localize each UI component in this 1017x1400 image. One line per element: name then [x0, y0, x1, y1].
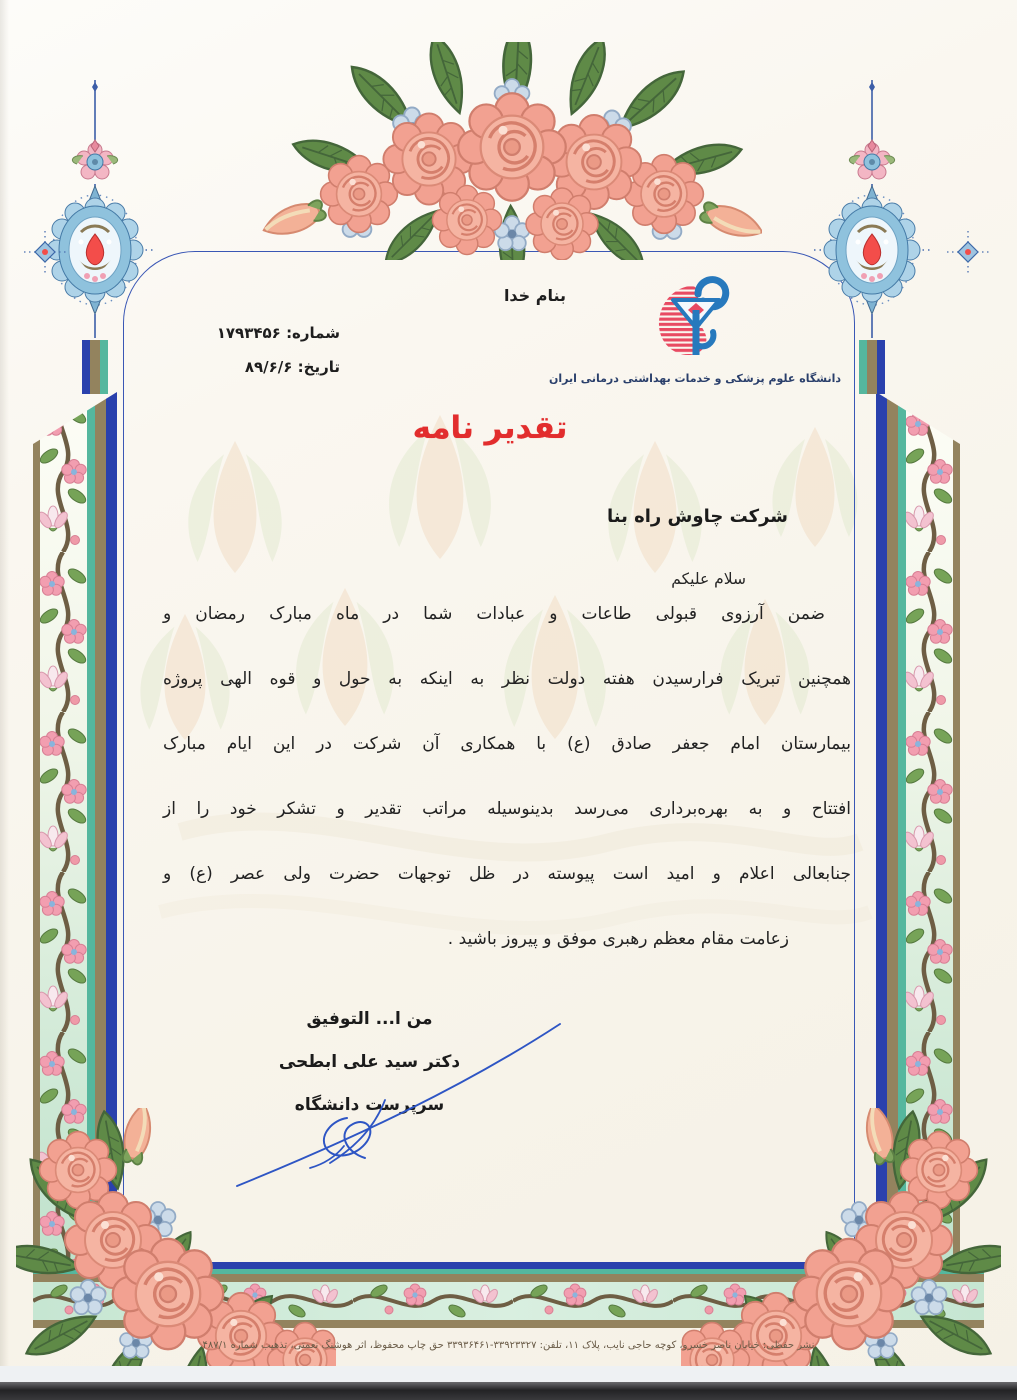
letter-number	[200, 316, 340, 350]
left-diamond-ornament	[22, 229, 68, 275]
right-hanging-ornament	[812, 80, 932, 338]
date-label: تاریخ:	[297, 358, 340, 376]
signatory-role: سرپرست دانشگاه	[294, 1095, 445, 1115]
letter-date	[200, 350, 340, 384]
scan-edge-shadow	[0, 0, 9, 1400]
right-ornament-cap	[859, 340, 885, 394]
body-line: ضمن آرزوی قبولی طاعات و عبادات شما در ماه مبارک رمضان و	[163, 604, 825, 624]
body-line: جنابعالی اعلام و امید است پیوسته در ظل توجهات حضرت ولی عصر (ع) و	[163, 864, 851, 884]
university-name: دانشگاه علوم پزشکی و خدمات بهداشتی درمانی ایران	[549, 372, 841, 385]
body-line: افتتاح و به بهره‌برداری می‌رسد بدینوسیله مراتب تقدیر و تشکر خود را از	[163, 799, 851, 819]
salutation: سلام علیکم	[671, 570, 746, 588]
left-hanging-ornament	[35, 80, 155, 338]
certificate-title: تقدیر نامه	[412, 410, 568, 446]
scan-strip	[0, 1366, 1017, 1382]
body-line: بیمارستان امام جعفر صادق (ع) با همکاری آن شرکت در این ایام مبارک	[163, 734, 851, 754]
number-value: ۱۷۹۳۴۵۶	[216, 324, 281, 342]
right-diamond-ornament	[945, 229, 991, 275]
bismillah: بنام خدا	[503, 286, 567, 305]
date-value: ۸۹/۶/۶	[244, 358, 293, 376]
top-rose-bouquet	[262, 42, 762, 260]
signatory-name: دکتر سید علی ابطحی	[278, 1052, 461, 1072]
signature-invocation: من ا... التوفیق	[306, 1009, 433, 1029]
bottom-right-rose-bouquet	[681, 1108, 1001, 1398]
body-line: زعامت مقام معظم رهبری موفق و پیروز باشید .	[447, 929, 789, 949]
scan-bottom-bar	[0, 1382, 1017, 1400]
recipient-name: شرکت چاوش راه بنا	[606, 506, 788, 527]
letter-meta	[200, 316, 340, 384]
handwritten-signature	[215, 1008, 585, 1223]
body-line: همچنین تبریک فرارسیدن هفته دولت نظر به اینکه به حول و قوه الهی پروژه	[163, 669, 851, 689]
number-label: شماره:	[286, 324, 340, 342]
university-logo-icon	[640, 276, 750, 366]
letter-body	[163, 604, 851, 994]
left-ornament-cap	[82, 340, 108, 394]
printer-imprint: نشر حفظی: خیابان ناصر خسرو، کوچه حاجی نایب، پلاک ۱۱، تلفن: ۳۳۹۲۳۳۲۷-۳۳۹۳۶۴۶۱ حق چاپ محفوظ، اثر هوشنگ نعمتی، تذهیب شماره ۴۸۷/۱	[202, 1340, 815, 1351]
